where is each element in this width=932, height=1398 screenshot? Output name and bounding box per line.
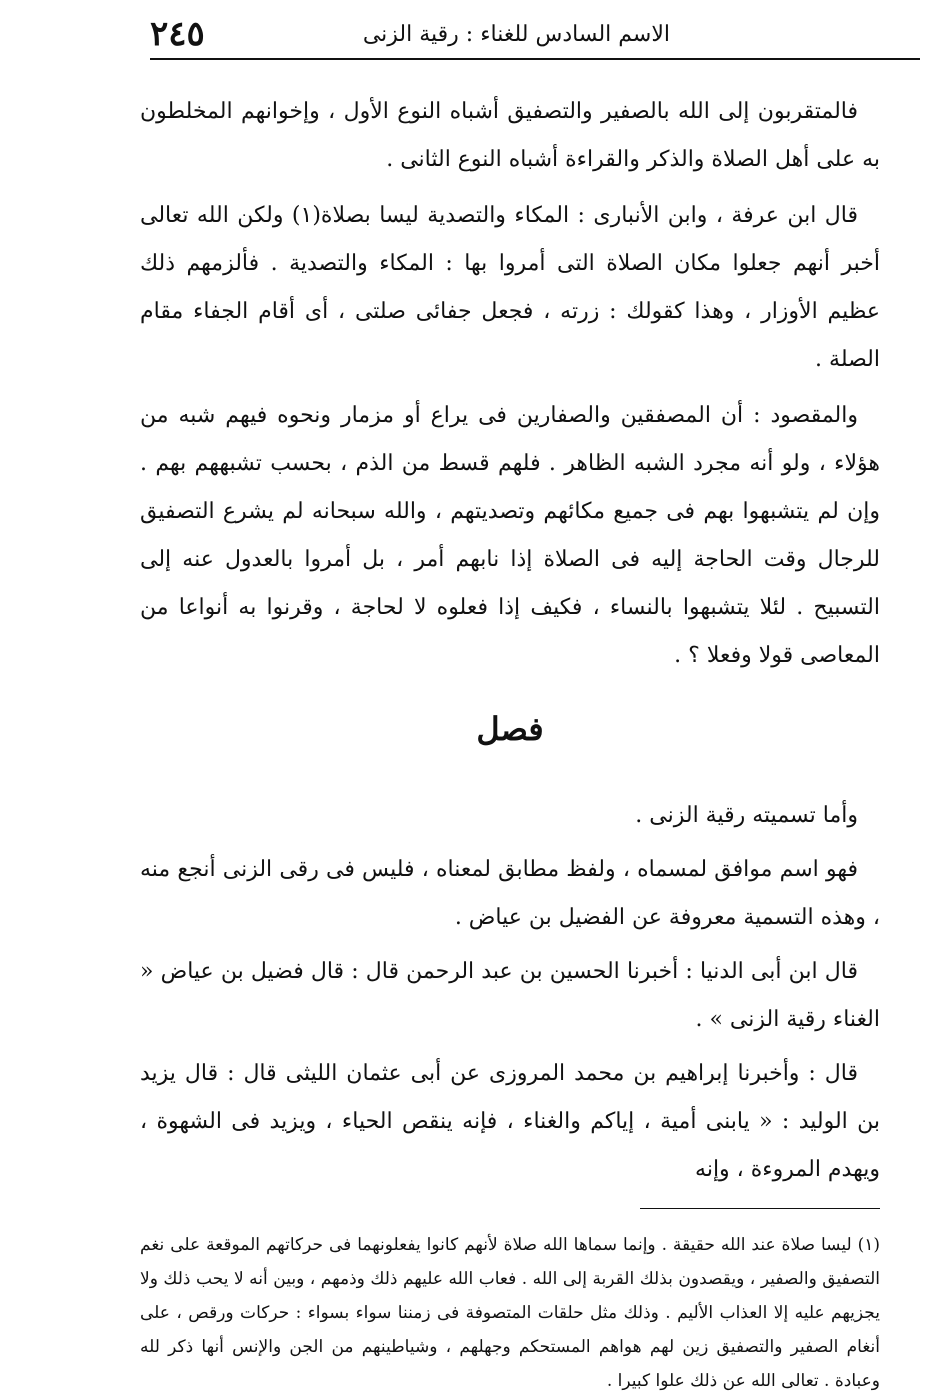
paragraph: قال ابن أبى الدنيا : أخبرنا الحسين بن عبد الرحمن قال : قال فضيل بن عياض « الغناء رقية الزنى » . [140, 959, 880, 1032]
page-number: ٢٤٥ [150, 14, 205, 54]
paragraph: قال ابن عرفة ، وابن الأنبارى : المكاء والتصدية ليسا بصلاة(١) ولكن الله تعالى أخبر أنهم جعلوا مكان الصلاة التى أمروا بها : المكاء والتصدية . فألزمهم ذلك عظيم الأوزار ، وهذا كقولك : زرته ، فجعل جفائى صلتى ، أى أقام الجفاء مقام الصلة . [140, 203, 880, 372]
footnotes [140, 1228, 880, 1398]
body-text-section [140, 792, 880, 1200]
footnote: (١) ليسا صلاة عند الله حقيقة . وإنما سماها الله صلاة لأنهم كانوا يفعلونهما فى حركاتهم الموقعة على نغم التصفيق والصفير ، ويقصدون بذلك القربة إلى الله . فعاب الله عليهم ذلك وذمهم ، وبين أنه لا يحب ذلك ولا يجزيهم عليه إلا العذاب الأليم . وذلك مثل حلقات المتصوفة فى زمننا سواء بسواء : حركات ورقص ، على أنغام الصفير والتصفيق زين لهم هواهم المستحكم وجهلهم ، وشياطينهم من الجن والإنس أنها ذكر لله وعبادة . تعالى الله عن ذلك علوا كبيرا . [140, 1235, 880, 1391]
section-heading: فصل [476, 710, 544, 748]
paragraph: فهو اسم موافق لمسماه ، ولفظ مطابق لمعناه ، فليس فى رقى الزنى أنجع منه ، وهذه التسمية معروفة عن الفضيل بن عياض . [140, 857, 880, 930]
paragraph: والمقصود : أن المصفقين والصفارين فى يراع أو مزمار ونحوه فيهم شبه من هؤلاء ، ولو أنه مجرد الشبه الظاهر . فلهم قسط من الذم ، بحسب تشبههم بهم . وإن لم يتشبهوا بهم فى جميع مكائهم وتصديتهم ، والله سبحانه لم يشرع التصفيق للرجال وقت الحاجة إليه فى الصلاة إذا نابهم أمر ، بل أمروا بالعدول عنه إلى التسبيح . لئلا يتشبهوا بالنساء ، فكيف إذا فعلوه لا لحاجة ، وقرنوا به أنواعا من المعاصى قولا وفعلا ؟ . [140, 403, 880, 668]
running-title: الاسم السادس للغناء : رقية الزنى [362, 21, 670, 47]
footnote-divider [640, 1208, 880, 1209]
paragraph: قال : وأخبرنا إبراهيم بن محمد المروزى عن أبى عثمان الليثى قال : قال يزيد بن الوليد : « يابنى أمية ، إياكم والغناء ، فإنه ينقص الحياء ، ويزيد فى الشهوة ، ويهدم المروءة ، وإنه [140, 1061, 880, 1182]
running-head [150, 10, 920, 60]
paragraph: وأما تسميته رقية الزنى . [635, 803, 858, 828]
body-text [140, 88, 880, 688]
paragraph: فالمتقربون إلى الله بالصفير والتصفيق أشباه النوع الأول ، وإخوانهم المخلطون به على أهل الصلاة والذكر والقراءة أشباه النوع الثانى . [140, 99, 880, 172]
